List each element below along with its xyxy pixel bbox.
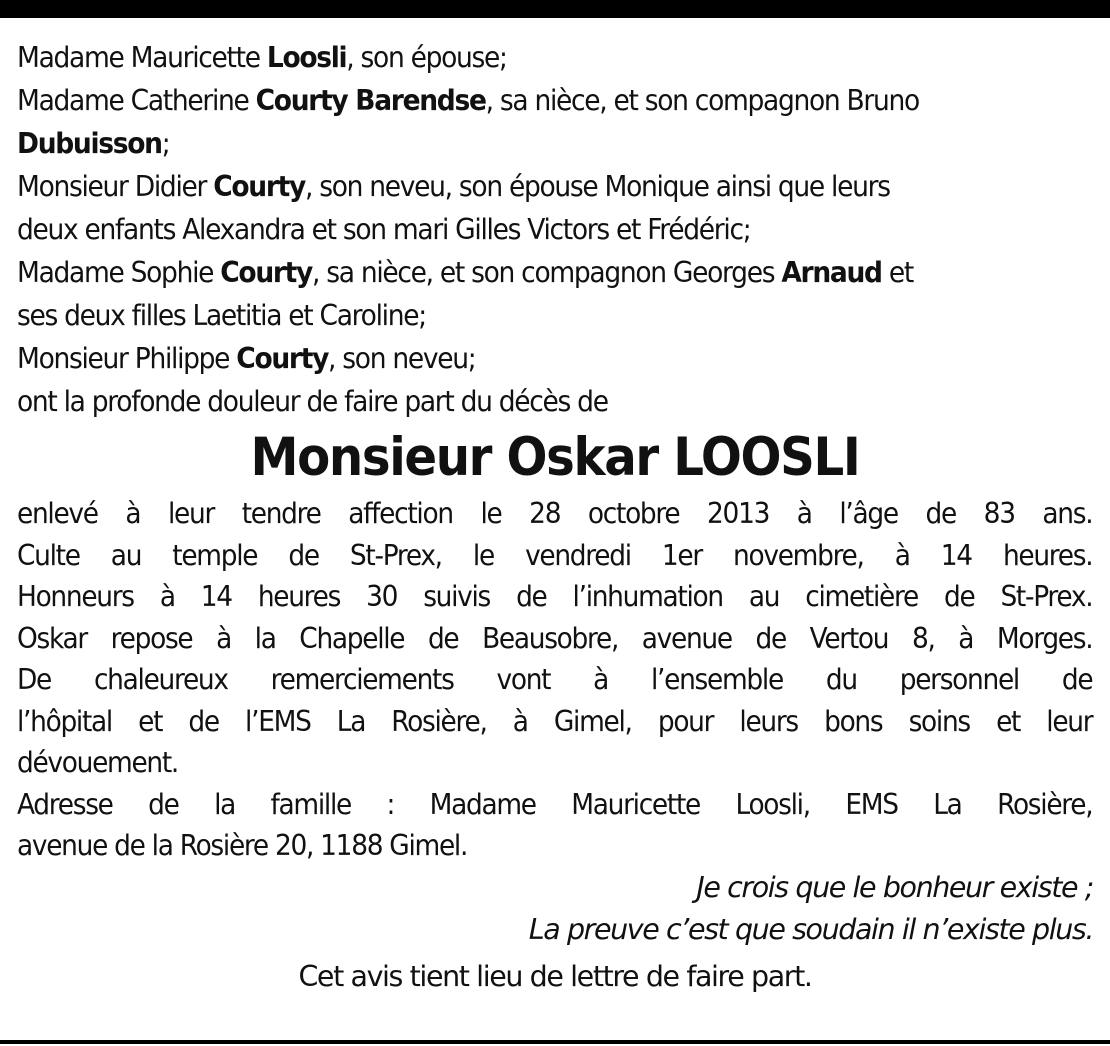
family-name: Dubuisson: [17, 127, 162, 160]
family-name: Courty Barendse: [255, 84, 486, 117]
body-line: Culte au temple de St-Prex, le vendredi 1er novembre, à 14 heures.: [17, 538, 1093, 572]
body-line: dévouement.: [17, 746, 179, 779]
family-name: Courty: [213, 170, 305, 203]
family-name: Arnaud: [781, 256, 882, 289]
announcement-line: ont la profonde douleur de faire part du décès de: [17, 385, 608, 418]
family-line: Dubuisson;: [17, 127, 170, 160]
top-rule: [0, 0, 1110, 18]
family-line: Madame Sophie Courty, sa nièce, et son compagnon Georges Arnaud et: [17, 256, 913, 289]
family-line: Madame Mauricette Loosli, son épouse;: [17, 41, 507, 74]
family-line: Monsieur Didier Courty, son neveu, son épouse Monique ainsi que leurs: [17, 170, 890, 203]
family-line: Madame Catherine Courty Barendse, sa nièce, et son compagnon Bruno: [17, 84, 919, 117]
death-notice: [17, 36, 1093, 1003]
deceased-name: Monsieur Oskar LOOSLI: [250, 427, 860, 488]
family-line: deux enfants Alexandra et son mari Gilles Victors et Frédéric;: [17, 213, 751, 246]
body-line: Honneurs à 14 heures 30 suivis de l’inhumation au cimetière de St-Prex.: [17, 580, 1093, 613]
closing-note: Cet avis tient lieu de lettre de faire part.: [298, 959, 812, 993]
family-line: ses deux filles Laetitia et Caroline;: [17, 299, 426, 332]
body-line: De chaleureux remerciements vont à l’ensemble du personnel de: [17, 663, 1093, 696]
family-line: Monsieur Philippe Courty, son neveu;: [17, 342, 476, 375]
body-line: Oskar repose à la Chapelle de Beausobre, avenue de Vertou 8, à Morges.: [17, 621, 1093, 655]
quote-line: Je crois que le bonheur existe ;: [696, 870, 1093, 904]
body-line: enlevé à leur tendre affection le 28 octobre 2013 à l’âge de 83 ans.: [17, 497, 1093, 530]
bottom-rule: [0, 1040, 1110, 1044]
body-line: Adresse de la famille : Madame Mauricette Loosli, EMS La Rosière,: [17, 787, 1093, 821]
family-name: Loosli: [266, 41, 347, 74]
family-name: Courty: [220, 256, 313, 289]
family-name: Courty: [236, 342, 329, 375]
body-line: avenue de la Rosière 20, 1188 Gimel.: [17, 829, 468, 862]
quote-line: La preuve c’est que soudain il n’existe plus.: [528, 912, 1093, 946]
body-line: l’hôpital et de l’EMS La Rosière, à Gimel, pour leurs bons soins et leur: [17, 704, 1093, 738]
